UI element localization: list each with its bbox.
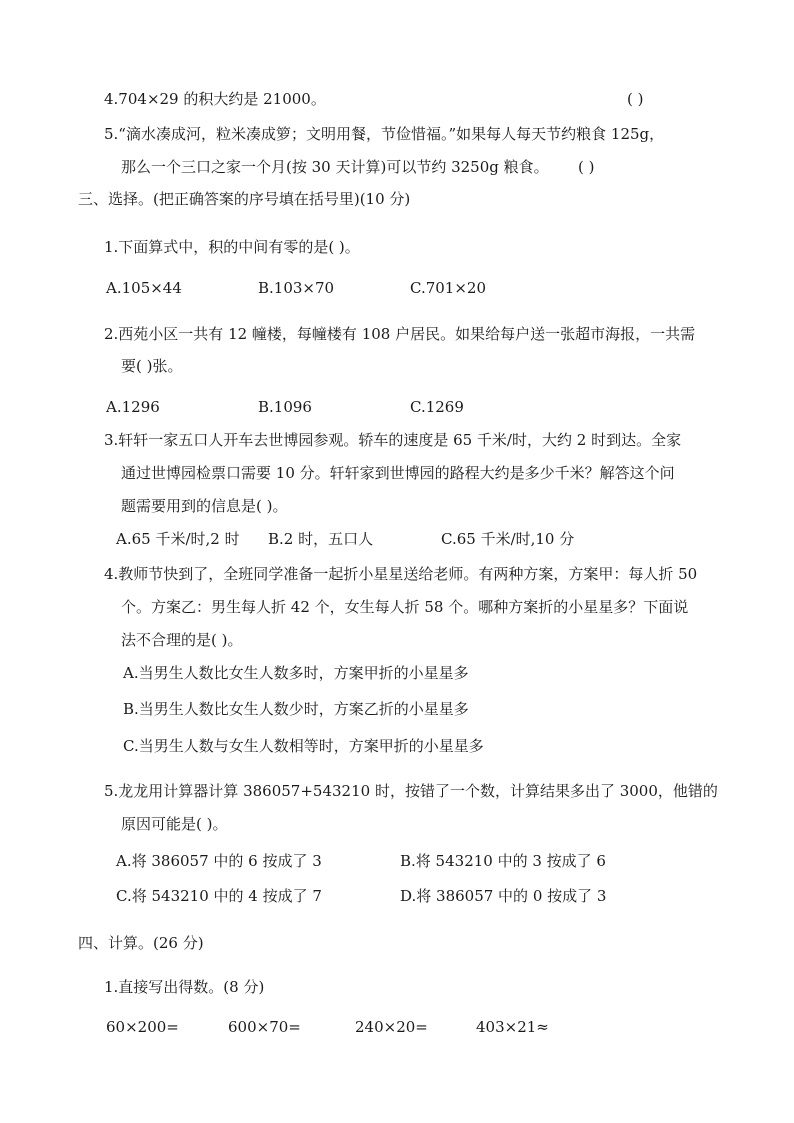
choice-q2-line2: 要( )张。 [121,357,183,375]
choice-q3-line3: 题需要用到的信息是( )。 [121,497,288,515]
judge-q4: 4.704×29 的积大约是 21000。 [104,90,326,108]
section-heading-choice: 三、选择。(把正确答案的序号填在括号里)(10 分) [78,190,411,208]
choice-q3-option-b: B.2 时，五口人 [268,530,374,548]
choice-q4-option-c: C.当男生人数与女生人数相等时，方案甲折的小星星多 [123,737,484,755]
choice-q1-option-a: A.105×44 [106,279,182,297]
choice-q2-option-a: A.1296 [106,398,160,416]
choice-q5-line1: 5.龙龙用计算器计算 386057+543210 时，按错了一个数，计算结果多出了 3000，他错的 [104,782,718,800]
answer-paren-judge-q4[interactable]: ( ) [627,90,644,108]
judge-q5-line1: 5.“滴水凑成河，粒米凑成箩；文明用餐，节俭惜福。”如果每人每天节约粮食 125g， [104,125,665,143]
calc-q1-title: 1.直接写出得数。(8 分) [104,978,265,996]
choice-q1-stem: 1.下面算式中，积的中间有零的是( )。 [104,238,360,256]
calc-item-4: 403×21≈ [476,1018,549,1036]
choice-q4-option-b: B.当男生人数比女生人数少时，方案乙折的小星星多 [123,700,469,718]
choice-q2-option-b: B.1096 [258,398,312,416]
choice-q3-line1: 3.轩轩一家五口人开车去世博园参观。轿车的速度是 65 千米/时，大约 2 时到达。全家 [104,431,682,449]
choice-q1-option-c: C.701×20 [410,279,486,297]
calc-item-1: 60×200= [106,1018,179,1036]
choice-q5-line2: 原因可能是( )。 [121,815,228,833]
choice-q4-line1: 4.教师节快到了，全班同学准备一起折小星星送给老师。有两种方案，方案甲：每人折 50 [104,565,698,583]
calc-item-3: 240×20= [355,1018,428,1036]
choice-q2-option-c: C.1269 [410,398,464,416]
choice-q4-option-a: A.当男生人数比女生人数多时，方案甲折的小星星多 [123,664,469,682]
choice-q4-line2: 个。方案乙：男生每人折 42 个，女生每人折 58 个。哪种方案折的小星星多？下面说 [121,598,689,616]
choice-q5-option-d: D.将 386057 中的 0 按成了 3 [400,887,607,905]
answer-paren-judge-q5[interactable]: ( ) [578,158,595,176]
choice-q4-line3: 法不合理的是( )。 [121,631,243,649]
choice-q5-option-a: A.将 386057 中的 6 按成了 3 [116,852,322,870]
choice-q5-option-b: B.将 543210 中的 3 按成了 6 [400,852,606,870]
choice-q3-option-a: A.65 千米/时,2 时 [116,530,240,548]
section-heading-calculation: 四、计算。(26 分) [78,934,204,952]
choice-q5-option-c: C.将 543210 中的 4 按成了 7 [116,887,322,905]
choice-q1-option-b: B.103×70 [258,279,335,297]
choice-q3-option-c: C.65 千米/时,10 分 [441,530,575,548]
choice-q2-line1: 2.西苑小区一共有 12 幢楼，每幢楼有 108 户居民。如果给每户送一张超市海报，一共需 [104,325,696,343]
choice-q3-line2: 通过世博园检票口需要 10 分。轩轩家到世博园的路程大约是多少千米？解答这个问 [121,464,675,482]
judge-q5-line2: 那么一个三口之家一个月(按 30 天计算)可以节约 3250g 粮食。 [121,158,549,176]
calc-item-2: 600×70= [228,1018,301,1036]
